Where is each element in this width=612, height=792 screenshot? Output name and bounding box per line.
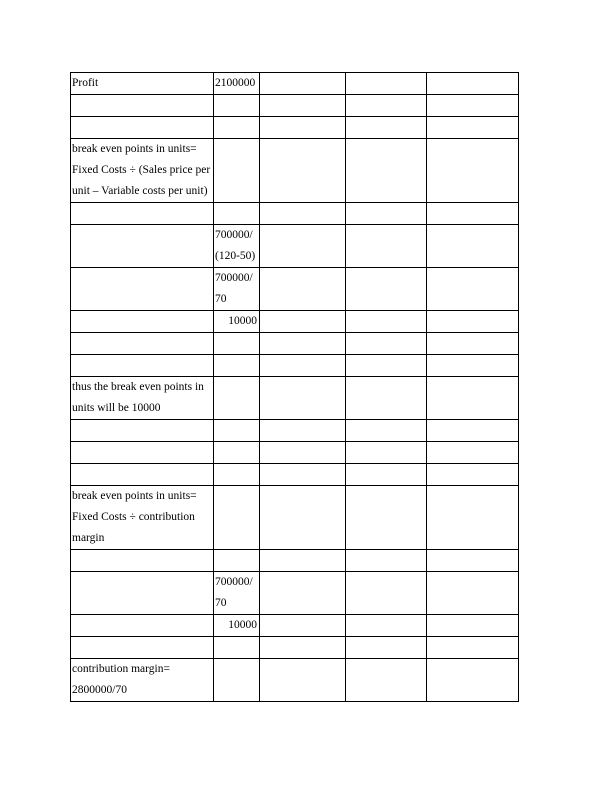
table-cell-col3 xyxy=(260,117,346,139)
table-cell-col2 xyxy=(214,333,260,355)
table-cell-col3 xyxy=(260,333,346,355)
table-cell-col2 xyxy=(214,203,260,225)
table-cell-col3 xyxy=(260,572,346,615)
table-cell-col3 xyxy=(260,225,346,268)
table-row xyxy=(71,203,519,225)
table-cell-col3 xyxy=(260,203,346,225)
table-cell-col3 xyxy=(260,268,346,311)
table-cell-col2: 700000/ 70 xyxy=(214,268,260,311)
table-cell-col4 xyxy=(346,572,427,615)
table-cell-col2 xyxy=(214,486,260,550)
table-cell-col5 xyxy=(427,486,519,550)
table-cell-col2 xyxy=(214,139,260,203)
table-cell-col5 xyxy=(427,95,519,117)
table-cell-col3 xyxy=(260,486,346,550)
table-cell-col2 xyxy=(214,355,260,377)
table-cell-col2: 10000 xyxy=(214,311,260,333)
table-cell-col5 xyxy=(427,225,519,268)
table-cell-col5 xyxy=(427,311,519,333)
table-cell-col5 xyxy=(427,659,519,702)
table-cell-col5 xyxy=(427,355,519,377)
table-cell-col1 xyxy=(71,572,214,615)
table-cell-col4 xyxy=(346,464,427,486)
table-cell-col2: 700000/ (120-50) xyxy=(214,225,260,268)
table-cell-col2 xyxy=(214,550,260,572)
table-row xyxy=(71,420,519,442)
table-cell-col5 xyxy=(427,139,519,203)
table-cell-col5 xyxy=(427,442,519,464)
table-cell-col5 xyxy=(427,464,519,486)
table-cell-col3 xyxy=(260,659,346,702)
table-cell-col2 xyxy=(214,420,260,442)
table-cell-col4 xyxy=(346,268,427,311)
table-cell-col1 xyxy=(71,442,214,464)
table-cell-col5 xyxy=(427,572,519,615)
table-cell-col5 xyxy=(427,333,519,355)
table-cell-col1 xyxy=(71,268,214,311)
table-cell-col1 xyxy=(71,225,214,268)
table-row xyxy=(71,139,519,203)
table-cell-col4 xyxy=(346,95,427,117)
table-cell-col3 xyxy=(260,420,346,442)
table-cell-col4 xyxy=(346,333,427,355)
table-cell-col2: 2100000 xyxy=(214,73,260,95)
table-cell-col4 xyxy=(346,377,427,420)
table-cell-col4 xyxy=(346,442,427,464)
table-cell-col5 xyxy=(427,420,519,442)
table-row xyxy=(71,355,519,377)
table-cell-col4 xyxy=(346,225,427,268)
table-row xyxy=(71,95,519,117)
table-cell-col1 xyxy=(71,203,214,225)
table-cell-col3 xyxy=(260,637,346,659)
table-cell-col3 xyxy=(260,95,346,117)
table-cell-col4 xyxy=(346,659,427,702)
table-cell-col4 xyxy=(346,139,427,203)
table-cell-col1 xyxy=(71,615,214,637)
table-cell-col4 xyxy=(346,550,427,572)
table-cell-col2: 700000/ 70 xyxy=(214,572,260,615)
table-cell-col2 xyxy=(214,637,260,659)
table-cell-col1: thus the break even points in units will be 10000 xyxy=(71,377,214,420)
table-cell-col3 xyxy=(260,377,346,420)
table-cell-col2: 10000 xyxy=(214,615,260,637)
table-cell-col5 xyxy=(427,117,519,139)
table-cell-col3 xyxy=(260,615,346,637)
table-row xyxy=(71,615,519,637)
table-cell-col2 xyxy=(214,464,260,486)
table-row xyxy=(71,268,519,311)
table-cell-col1 xyxy=(71,637,214,659)
table-cell-col1 xyxy=(71,311,214,333)
table-cell-col5 xyxy=(427,637,519,659)
table-cell-col4 xyxy=(346,637,427,659)
table-cell-col2 xyxy=(214,377,260,420)
table-cell-col2 xyxy=(214,442,260,464)
table-cell-col1: break even points in units= Fixed Costs ÷ contribution margin xyxy=(71,486,214,550)
table-cell-col1 xyxy=(71,464,214,486)
table-cell-col5 xyxy=(427,73,519,95)
table-row xyxy=(71,442,519,464)
table-row xyxy=(71,464,519,486)
table-cell-col4 xyxy=(346,486,427,550)
table-cell-col3 xyxy=(260,464,346,486)
table-cell-col1 xyxy=(71,117,214,139)
table-cell-col4 xyxy=(346,420,427,442)
table-cell-col4 xyxy=(346,355,427,377)
table-row xyxy=(71,377,519,420)
table-row xyxy=(71,333,519,355)
table-cell-col1: Profit xyxy=(71,73,214,95)
table-cell-col4 xyxy=(346,73,427,95)
table-body xyxy=(71,73,519,702)
table-cell-col4 xyxy=(346,615,427,637)
table-cell-col2 xyxy=(214,117,260,139)
table-cell-col1 xyxy=(71,420,214,442)
table-cell-col1 xyxy=(71,550,214,572)
table-row xyxy=(71,572,519,615)
table-cell-col4 xyxy=(346,203,427,225)
table-cell-col1 xyxy=(71,95,214,117)
table-cell-col3 xyxy=(260,73,346,95)
table-cell-col5 xyxy=(427,550,519,572)
table-row xyxy=(71,637,519,659)
table-cell-col4 xyxy=(346,311,427,333)
table-cell-col3 xyxy=(260,139,346,203)
table-cell-col1 xyxy=(71,355,214,377)
table-cell-col2 xyxy=(214,95,260,117)
table-row xyxy=(71,117,519,139)
table-cell-col1: contribution margin= 2800000/70 xyxy=(71,659,214,702)
table-cell-col3 xyxy=(260,311,346,333)
table-cell-col3 xyxy=(260,355,346,377)
table-row xyxy=(71,486,519,550)
calculation-table xyxy=(70,72,519,702)
table-row xyxy=(71,311,519,333)
table-cell-col1: break even points in units= Fixed Costs ÷ (Sales price per unit – Variable costs per unit) xyxy=(71,139,214,203)
table-cell-col3 xyxy=(260,550,346,572)
table-row xyxy=(71,73,519,95)
table-cell-col5 xyxy=(427,615,519,637)
table-cell-col5 xyxy=(427,377,519,420)
table-cell-col2 xyxy=(214,659,260,702)
table-cell-col3 xyxy=(260,442,346,464)
table-row xyxy=(71,550,519,572)
table-cell-col4 xyxy=(346,117,427,139)
table-cell-col5 xyxy=(427,268,519,311)
table-row xyxy=(71,659,519,702)
table-cell-col1 xyxy=(71,333,214,355)
table-cell-col5 xyxy=(427,203,519,225)
table-row xyxy=(71,225,519,268)
